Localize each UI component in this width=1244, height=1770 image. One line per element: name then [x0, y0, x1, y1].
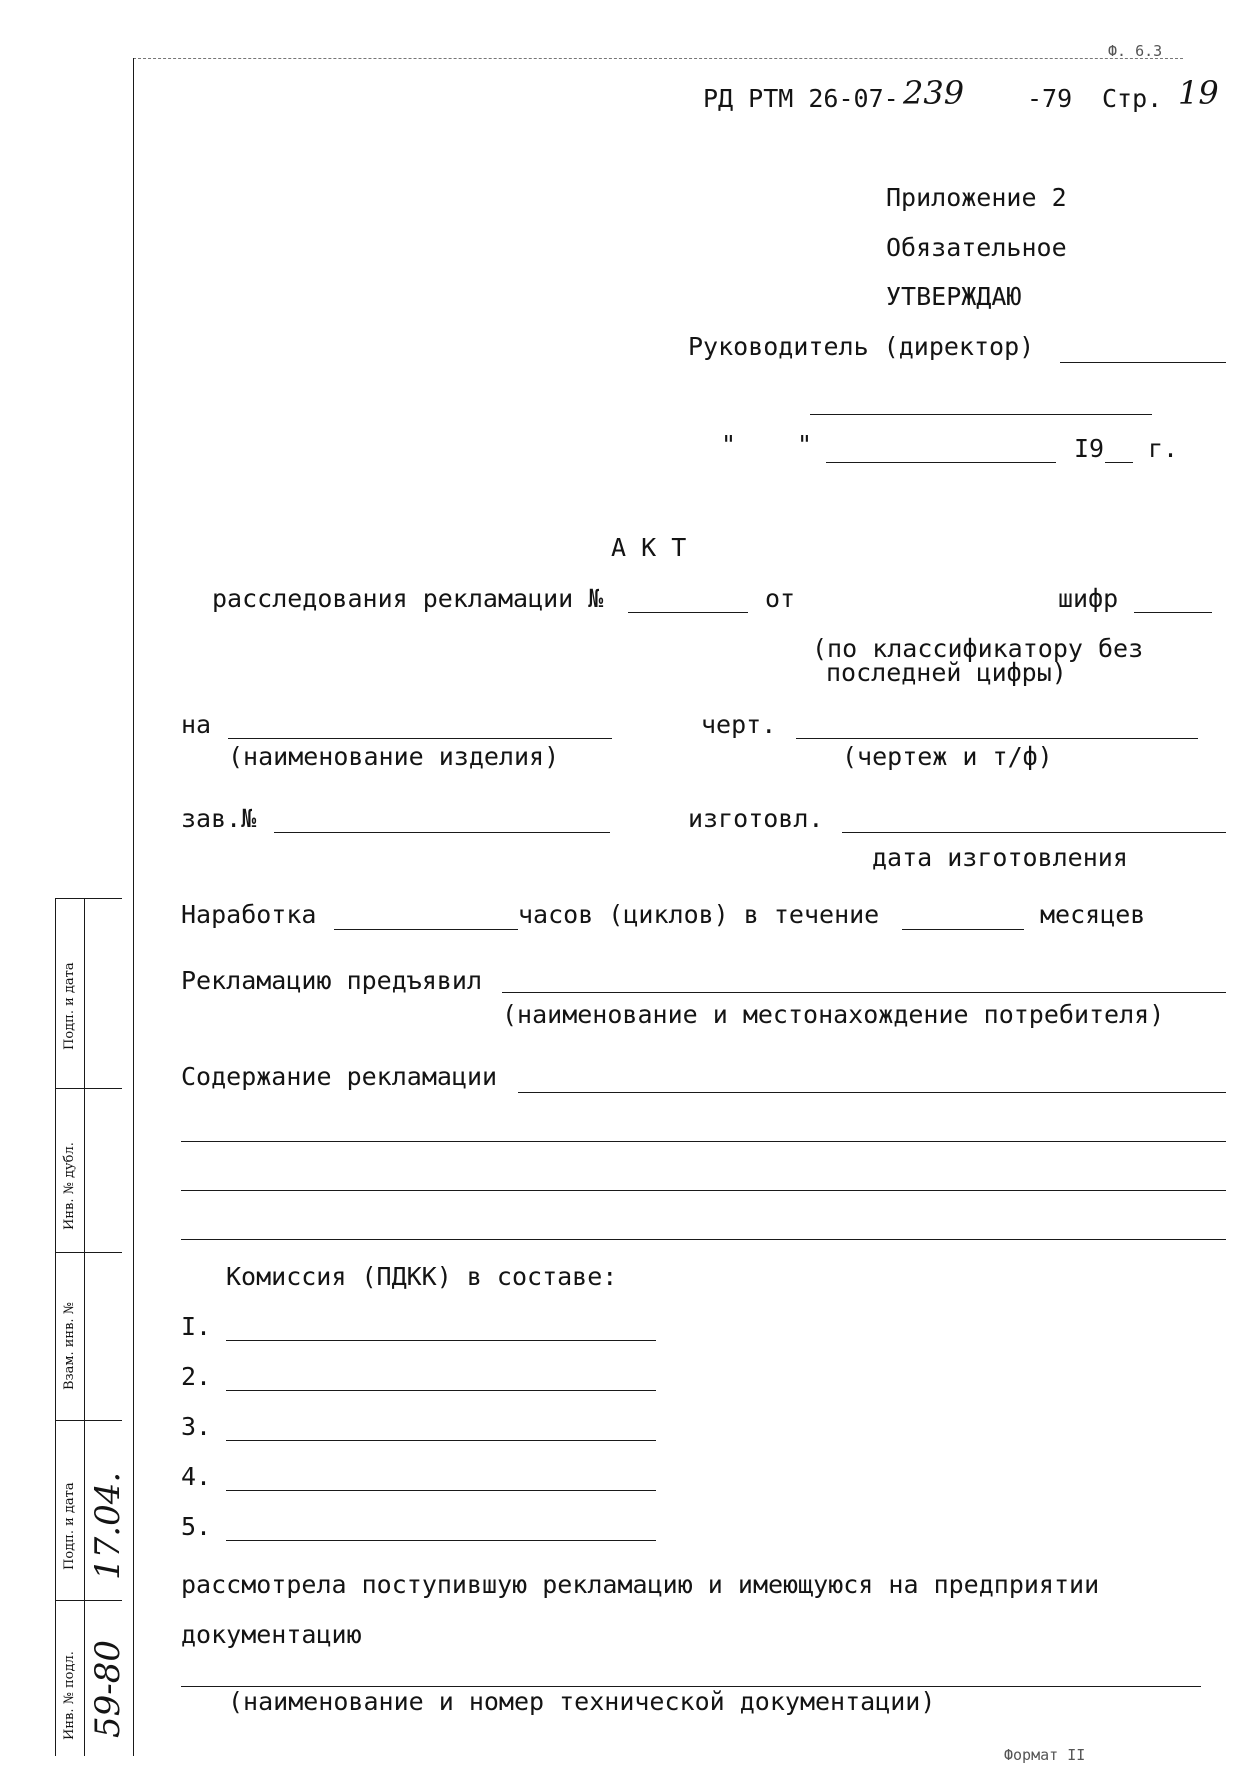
stamp-inner-line: [84, 898, 85, 1756]
member-number-2: 2.: [181, 1362, 212, 1391]
drawing-caption: (чертеж и т/ф): [842, 742, 1053, 771]
member-number-5: 5.: [181, 1512, 212, 1541]
page-label: Стр.: [1102, 84, 1163, 113]
act-title: А К Т: [611, 533, 687, 562]
reviewed-line-2: документацию: [181, 1620, 362, 1649]
head-label: Руководитель (директор): [688, 332, 1035, 361]
doc-number-handwritten: 239: [903, 74, 965, 112]
stamp-top-line: [55, 898, 122, 899]
runtime-hours-line: [334, 929, 518, 930]
claimant-label: Рекламацию предъявил: [181, 966, 483, 995]
stamp-label-sign-date-bottom: Подп. и дата: [62, 1482, 77, 1570]
left-border-line: [133, 58, 134, 1756]
date-year-suffix: г.: [1148, 434, 1179, 463]
content-line-4: [181, 1239, 1226, 1240]
appendix-status: Обязательное: [886, 233, 1067, 262]
content-line-2: [181, 1141, 1226, 1142]
runtime-label: Наработка: [181, 900, 317, 929]
head-name-line: [810, 414, 1152, 415]
page-number-handwritten: 19: [1178, 74, 1219, 112]
date-quote-open: ": [721, 430, 737, 459]
product-line: [228, 738, 612, 739]
claimant-line: [502, 992, 1226, 993]
made-caption: дата изготовления: [872, 843, 1128, 872]
content-label: Содержание рекламации: [181, 1062, 498, 1091]
member-number-3: 3.: [181, 1412, 212, 1441]
commission-label: Комиссия (ПДКК) в составе:: [226, 1262, 618, 1291]
serial-line: [274, 832, 610, 833]
runtime-end: месяцев: [1040, 900, 1146, 929]
doc-code-prefix: РД РТМ 26-07-: [703, 84, 899, 113]
code-note-line2: последней цифры): [826, 658, 1067, 687]
corner-mark: Ф. 6.3: [1108, 42, 1163, 60]
claimant-caption: (наименование и местонахождение потребителя): [502, 1000, 1165, 1029]
member-line-3: [226, 1440, 656, 1441]
docs-caption: (наименование и номер технической документации): [228, 1687, 936, 1716]
on-label: на: [181, 710, 212, 739]
runtime-months-line: [902, 929, 1024, 930]
stamp-row-line-2: [55, 1252, 122, 1253]
stamp-row-line-1: [55, 1088, 122, 1089]
serial-label: зав.№: [181, 804, 257, 833]
made-line: [842, 832, 1226, 833]
member-line-1: [226, 1340, 656, 1341]
product-caption: (наименование изделия): [228, 742, 560, 771]
from-label: от: [765, 584, 796, 613]
format-label: Формат II: [1004, 1746, 1086, 1764]
stamp-label-replace-inv: Взам. инв. №: [62, 1302, 77, 1390]
stamp-label-sign-date-top: Подп. и дата: [62, 962, 77, 1050]
stamp-handwritten-number: 59-80: [88, 1639, 128, 1738]
head-signature-line: [1060, 362, 1226, 363]
stamp-handwritten-date: 17.04.: [88, 1471, 128, 1580]
doc-code-suffix: -79: [1027, 84, 1073, 113]
member-number-1: I.: [181, 1312, 212, 1341]
code-label: шифр: [1058, 584, 1119, 613]
date-month-line: [826, 462, 1056, 463]
date-quote-close: ": [797, 430, 813, 459]
drawing-label: черт.: [701, 710, 777, 739]
member-line-5: [226, 1540, 656, 1541]
appendix-title: Приложение 2: [886, 183, 1067, 212]
stamp-row-line-4: [55, 1600, 122, 1601]
act-subtitle-label: расследования рекламации №: [212, 584, 604, 613]
member-line-4: [226, 1490, 656, 1491]
member-number-4: 4.: [181, 1462, 212, 1491]
code-note-line1: (по классификатору без: [812, 634, 1144, 663]
runtime-mid: часов (циклов) в течение: [518, 900, 880, 929]
code-line: [1134, 612, 1212, 613]
date-year-line: [1105, 462, 1133, 463]
content-line-1: [518, 1092, 1226, 1093]
top-border-line: [133, 58, 1183, 59]
date-year-prefix: I9: [1074, 434, 1105, 463]
stamp-row-line-3: [55, 1420, 122, 1421]
approve-label: УТВЕРЖДАЮ: [886, 282, 1022, 311]
reviewed-line-1: рассмотрела поступившую рекламацию и имеющуюся на предприятии: [181, 1570, 1100, 1599]
stamp-label-original-inv: Инв. № подл.: [62, 1651, 77, 1740]
member-line-2: [226, 1390, 656, 1391]
claim-number-line: [628, 612, 748, 613]
stamp-outer-line: [55, 898, 56, 1756]
content-line-3: [181, 1190, 1226, 1191]
drawing-line: [796, 738, 1198, 739]
made-label: изготовл.: [688, 804, 824, 833]
stamp-label-dup-inv: Инв. № дубл.: [62, 1142, 77, 1230]
